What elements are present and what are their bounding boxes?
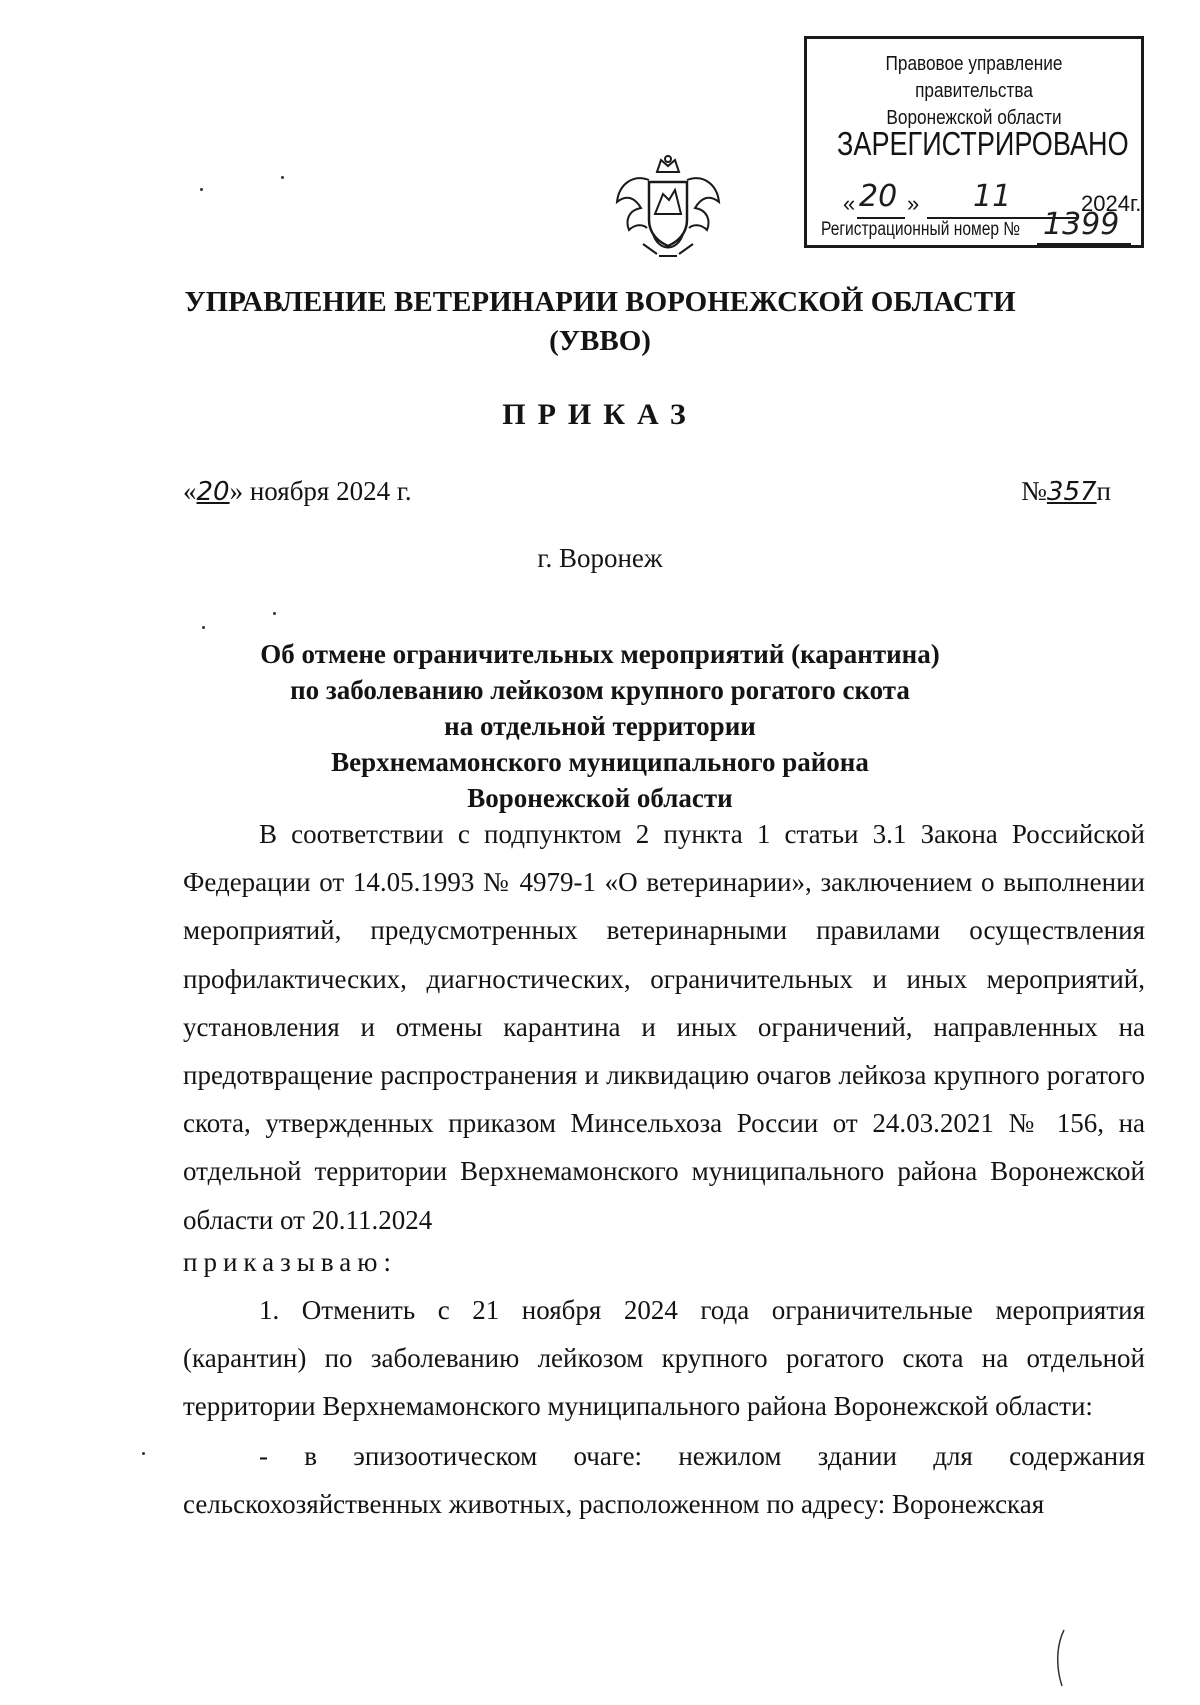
- title-line2: по заболеванию лейкозом крупного рогатого скота: [290, 675, 910, 705]
- item-1: 1. Отменить с 21 ноября 2024 года ограничительные мероприятия (карантин) по заболеванию лейкозом крупного рогатого скота на отдельной территории Верхнемамонского муниципального района Воронежской области:: [183, 1295, 1145, 1422]
- registration-stamp: [804, 36, 1144, 248]
- title-line1: Об отмене ограничительных мероприятий (карантина): [260, 639, 940, 669]
- number-prefix: №: [1021, 476, 1047, 506]
- city: г. Воронеж: [537, 543, 663, 573]
- stamp-day: 20: [859, 179, 898, 214]
- document-date: [183, 476, 412, 507]
- number-suffix: п: [1096, 476, 1111, 506]
- pen-mark: [1052, 1628, 1072, 1688]
- item-1-sub: - в эпизоотическом очаге: нежилом здании для содержания сельскохозяйственных животных, расположенном по адресу: Воронежская: [183, 1441, 1145, 1520]
- stamp-year: 2024г.: [1081, 191, 1142, 216]
- stamp-org: [830, 51, 1117, 132]
- preamble-paragraph: В соответствии с подпунктом 2 пункта 1 статьи 3.1 Закона Российской Федерации от 14.05.1993 № 4979-1 «О ветеринарии», заключением о выполнении мероприятий, предусмотренных ветеринарными правилами осуществления профилактических, диагностических, ограничительных и иных мероприятий, установления и отмены карантина и иных ограничений, направленных на предотвращение распространения и ликвидацию очагов лейкоза крупного рогатого скота, утвержденных приказом Минсельхоза России от 24.03.2021 № 156, на отдельной территории Верхнемамонского муниципального района Воронежской области от 20.11.2024: [183, 819, 1145, 1235]
- date-quote-close: »: [229, 476, 244, 506]
- stamp-registered-label: ЗАРЕГИСТРИРОВАНО: [837, 125, 1129, 162]
- document-title: [0, 636, 1200, 816]
- order-word: приказываю:: [183, 1247, 397, 1277]
- org-name-line1: УПРАВЛЕНИЕ ВЕТЕРИНАРИИ ВОРОНЕЖСКОЙ ОБЛАСТИ: [184, 286, 1016, 318]
- org-name-line2: (УВВО): [549, 325, 651, 357]
- document-number: [1021, 476, 1111, 507]
- title-line4: Верхнемамонского муниципального района: [331, 747, 869, 777]
- title-line3: на отдельной территории: [444, 711, 756, 741]
- stamp-regnum: 1399: [1043, 207, 1120, 242]
- coat-of-arms-icon: [613, 154, 723, 264]
- number-value: 357: [1046, 477, 1097, 507]
- stamp-org-line2: Воронежской области: [886, 107, 1062, 129]
- stamp-date: « 20 » 11 2024г.: [843, 179, 1121, 219]
- document-type: ПРИКАЗ: [502, 398, 698, 431]
- stamp-regnum-label: Регистрационный номер №: [821, 219, 1021, 240]
- date-rest: ноября 2024 г.: [249, 476, 412, 506]
- stamp-org-line1: Правовое управление правительства: [885, 53, 1063, 102]
- date-day: 20: [196, 477, 230, 507]
- stamp-month: 11: [973, 179, 1012, 214]
- title-line5: Воронежской области: [467, 783, 733, 813]
- date-quote-open: «: [183, 476, 197, 506]
